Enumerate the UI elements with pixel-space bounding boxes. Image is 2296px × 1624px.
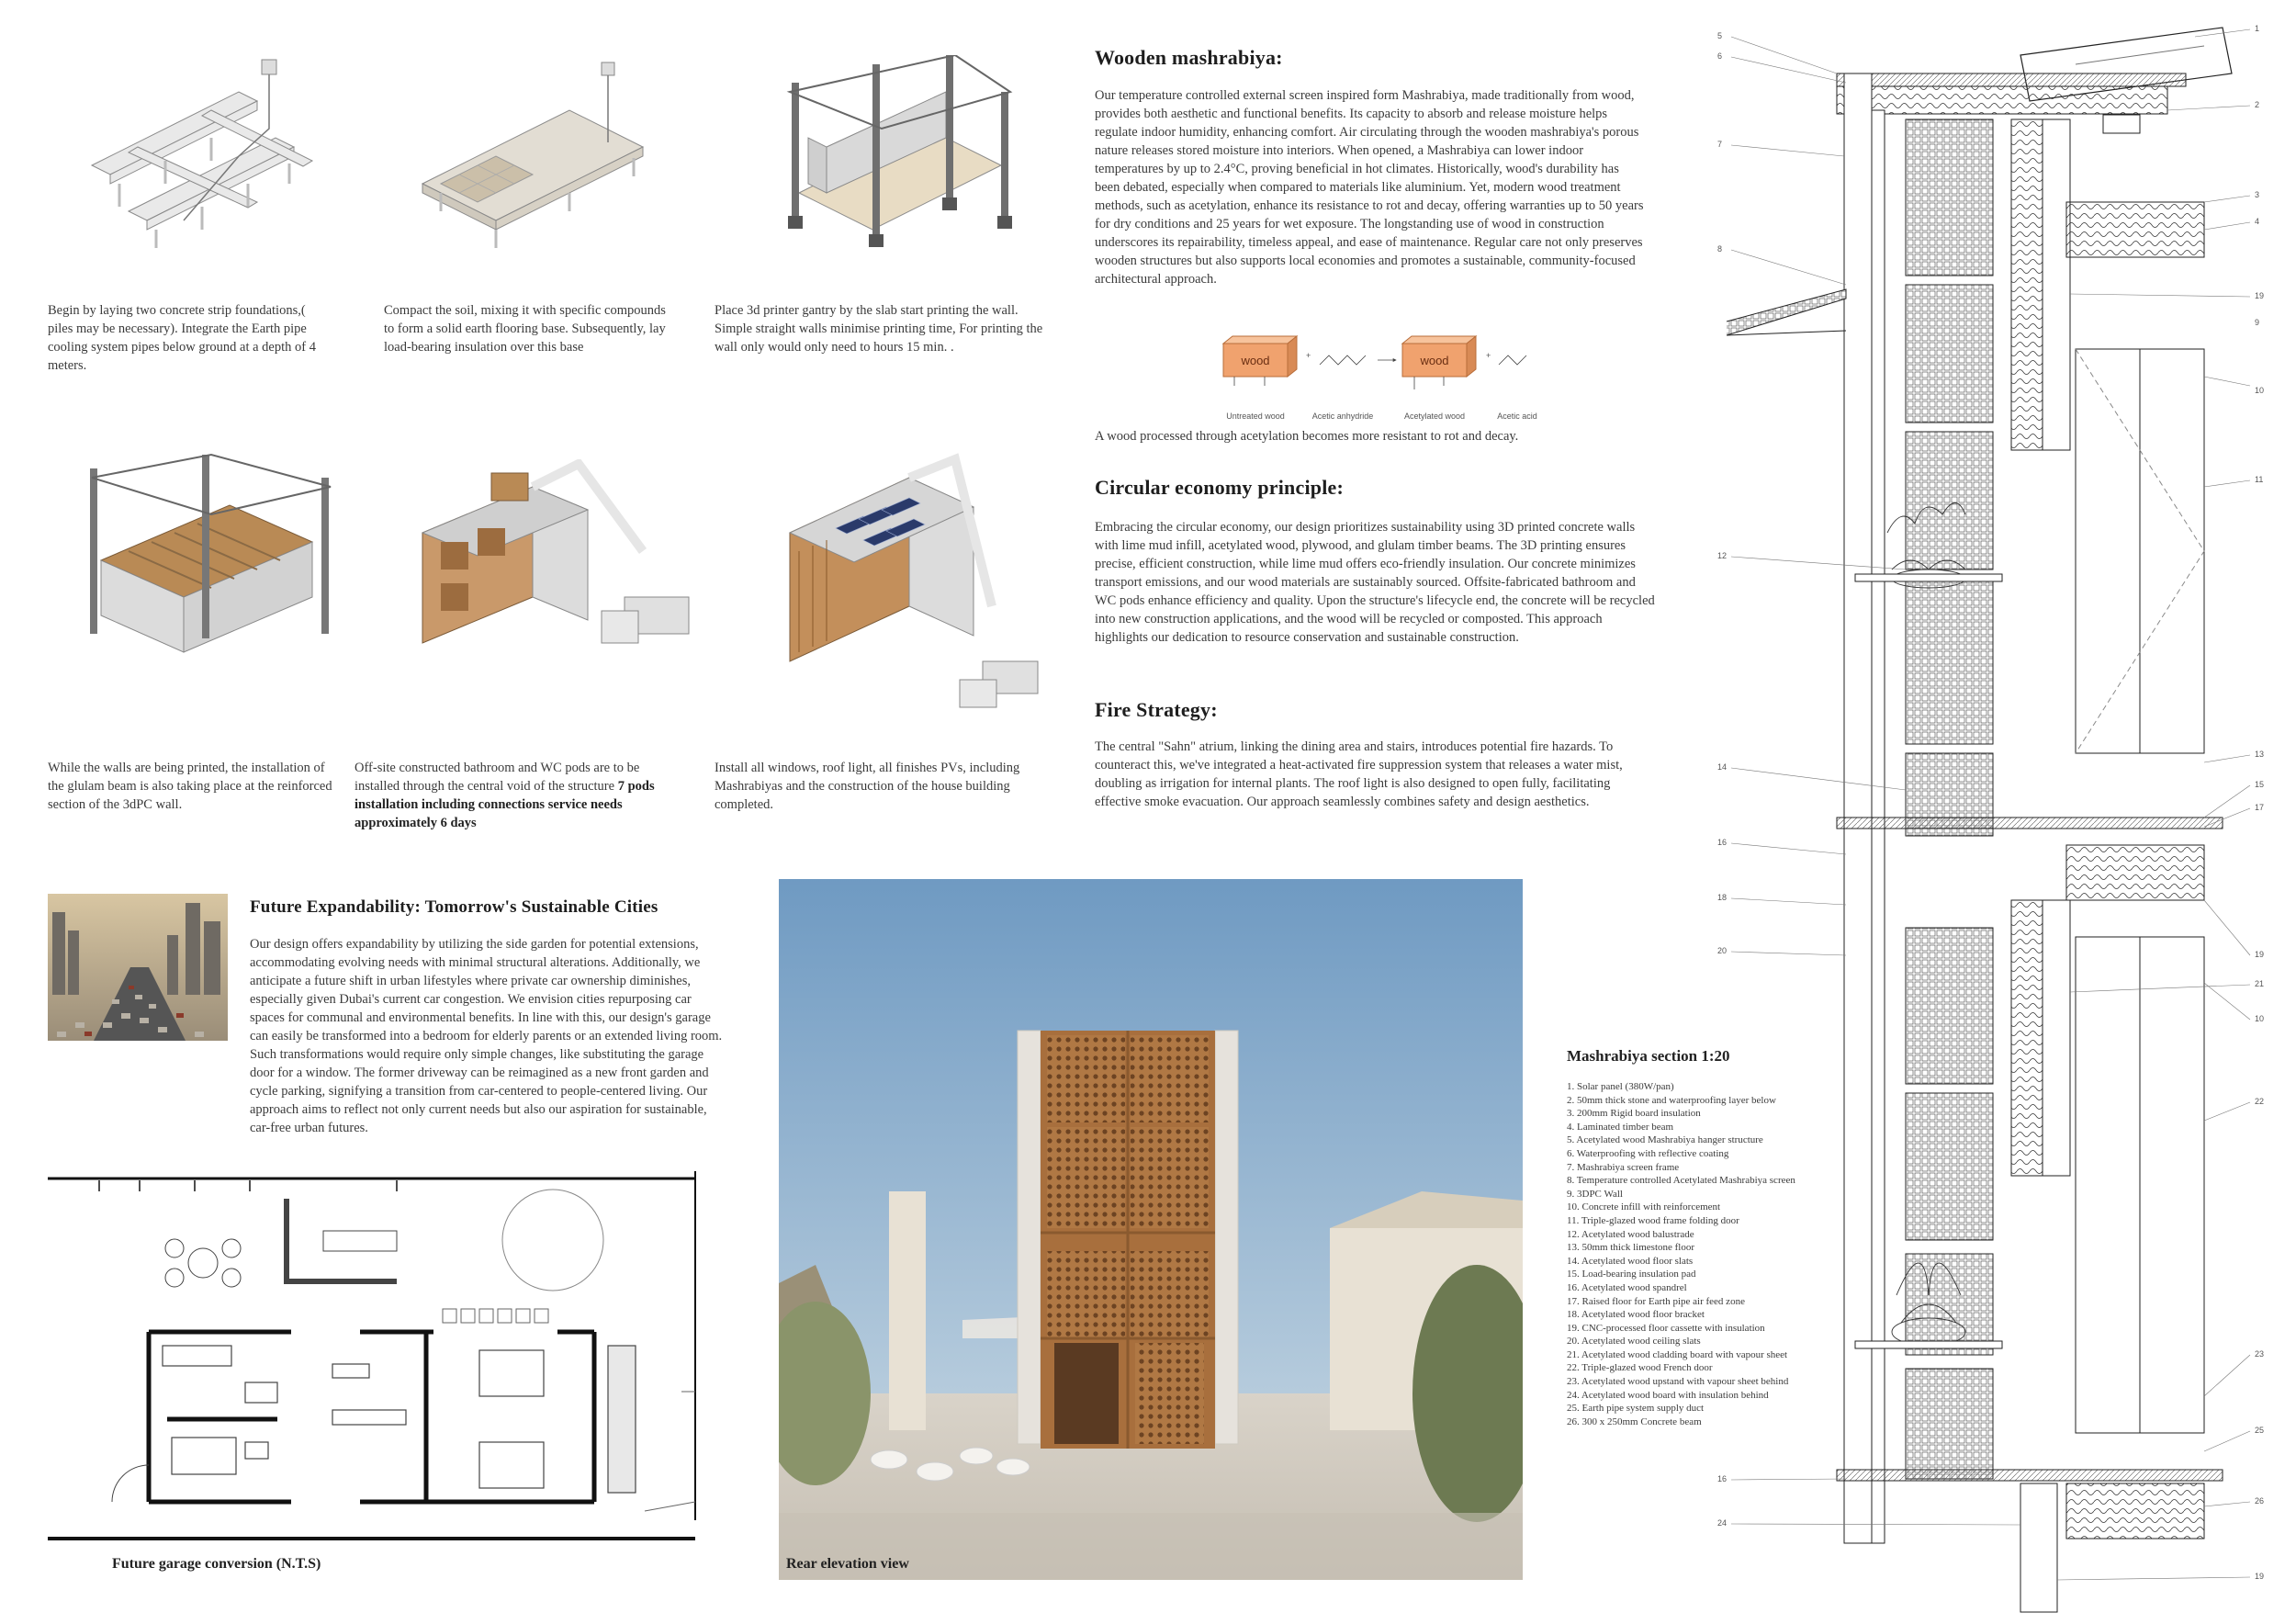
tag: 20 [1717,946,1728,955]
render-caption: Rear elevation view [786,1556,909,1572]
tag: 5 [1717,31,1723,40]
circular-title: Circular economy principle: [1095,476,1345,499]
legend-item: 6. Waterproofing with reflective coating [1567,1147,1729,1159]
section-title: Mashrabiya section 1:20 [1567,1047,1730,1065]
untreated-wood-label: wood [1241,354,1270,367]
label-acetic-acid: Acetic acid [1497,412,1537,421]
tag: 1 [2255,24,2260,33]
tag: 4 [2255,217,2260,226]
tag: 14 [1717,762,1728,772]
fire-body: The central "Sahn" atrium, linking the dining area and stairs, introduces potential fire hazards. To counteract this, we've integrated a heat-activated fire suppression system that releases a water mist, doubling as irrigation for internal plants. The roof light is also designed to open fully, facilitating effective smoke evacuation. Our approach seamlessly combines safety and design aesthetics. [1095,739,1623,809]
label-acetic-anhydride: Acetic anhydride [1311,412,1374,421]
label-acetylated-wood: Acetylated wood [1403,412,1466,421]
legend-item: 14. Acetylated wood floor slats [1567,1255,1694,1267]
step5-caption-text: Off-site constructed bathroom and WC pods are to be installed through the central void of the structure [355,761,640,794]
tag: 19 [2255,1572,2265,1581]
mashrabiya-title: Wooden mashrabiya: [1095,46,1283,69]
step5-caption [355,759,676,832]
fire-title: Fire Strategy: [1095,698,1218,721]
tag: 17 [2255,803,2265,812]
step5-caption-bold: 7 pods installation including connections service needs approximately 6 days [355,779,655,830]
step6-caption: Install all windows, roof light, all finishes PVs, including Mashrabiyas and the construction of the house building completed. [715,761,1020,812]
legend-item: 8. Temperature controlled Acetylated Mashrabiya screen [1567,1175,1795,1187]
tag: 24 [1717,1518,1728,1528]
legend-item: 26. 300 x 250mm Concrete beam [1567,1415,1702,1427]
tag: 3 [2255,190,2260,199]
tag: 8 [1717,244,1723,254]
tag: 16 [1717,838,1728,847]
legend-item: 25. Earth pipe system supply duct [1567,1403,1705,1415]
tag: 26 [2255,1496,2265,1506]
tag: 22 [2255,1097,2265,1106]
svg-text:+: + [1306,351,1311,360]
step6-finishes-pv-diagram [771,450,1047,744]
mashrabiya-section-drawing [1708,18,2278,1617]
garage-conversion-plan [48,1171,700,1548]
legend-item: 21. Acetylated wood cladding board with vapour sheet [1567,1348,1788,1360]
tag: 19 [2255,291,2265,300]
tag: 18 [1717,893,1728,902]
tag: 10 [2255,386,2265,395]
step4-caption: While the walls are being printed, the installation of the glulam beam is also taking place at the reinforced section of the 3dPC wall. [48,761,332,812]
legend-item: 17. Raised floor for Earth pipe air feed zone [1567,1295,1745,1307]
legend-item: 3. 200mm Rigid board insulation [1567,1108,1701,1120]
label-untreated-wood: Untreated wood [1226,412,1285,421]
step3-printer-gantry-diagram [771,55,1029,276]
tag: 25 [2255,1426,2265,1435]
legend-item: 12. Acetylated wood balustrade [1567,1228,1694,1240]
tag: 2 [2255,100,2260,109]
tag: 10 [2255,1014,2265,1023]
legend-item: 10. Concrete infill with reinforcement [1567,1201,1721,1213]
tag: 7 [1717,140,1723,149]
legend-item: 5. Acetylated wood Mashrabiya hanger structure [1567,1134,1763,1146]
legend-item: 9. 3DPC Wall [1567,1188,1623,1200]
legend-item: 13. 50mm thick limestone floor [1567,1242,1695,1254]
tag: 15 [2255,780,2265,789]
step3-caption: Place 3d printer gantry by the slab start printing the wall. Simple straight walls minimise printing time, For printing the wall only would only need to hours 15 min. . [715,303,1043,355]
step2-earth-floor-diagram [404,55,661,257]
legend-item: 1. Solar panel (380W/pan) [1567,1081,1674,1092]
circular-body: Embracing the circular economy, our design prioritizes sustainability using 3D printed concrete walls with lime mud infill, acetylated wood, plywood, and glulam timber beams. The 3D printing ensures precise, efficient construction, while lime mud offers eco-friendly insulation. Our concrete minimizes transport emissions, and our wood materials are sustainably sourced. Offsite-fabricated bathroom and WC pods enhance efficiency and quality. Upon the structure's lifecycle end, the concrete will be recycled into new construction applications, and the wood will be recycled or composted. This approach highlights our dedication to resource conservation and sustainable construction. [1095,520,1655,645]
step1-foundation-diagram [73,55,331,257]
legend-item: 7. Mashrabiya screen frame [1567,1161,1680,1173]
legend-item: 22. Triple-glazed wood French door [1567,1362,1713,1374]
future-title: Future Expandability: Tomorrow's Sustainable Cities [250,897,658,917]
tag: 13 [2255,750,2265,759]
tag: 23 [2255,1349,2265,1359]
tag: 9 [2255,318,2260,327]
tag: 11 [2255,475,2264,484]
legend-item: 19. CNC-processed floor cassette with insulation [1567,1322,1765,1334]
legend-item: 18. Acetylated wood floor bracket [1567,1309,1705,1321]
legend-item: 16. Acetylated wood spandrel [1567,1281,1687,1293]
step4-glulam-beams-diagram [73,450,349,661]
legend-item: 15. Load-bearing insulation pad [1567,1269,1696,1280]
tag: 21 [2255,979,2265,988]
legend-item: 24. Acetylated wood board with insulation behind [1567,1389,1769,1401]
legend-item: 23. Acetylated wood upstand with vapour sheet behind [1567,1376,1789,1388]
city-traffic-photo [48,894,228,1041]
tag: 6 [1717,51,1723,61]
legend-item: 20. Acetylated wood ceiling slats [1567,1336,1701,1348]
future-body: Our design offers expandability by utilizing the side garden for potential extensions, accommodating evolving needs with minimal structural alterations. Additionally, we anticipate a future shift in urban lifestyles where private car ownership diminishes, especially given Dubai's current car congestion. We envision cities repurposing car spaces for communal and environmental benefits. In line with this, our design's garage can easily be transformed into a bedroom for elderly parents or an extended living room. Such transformations would require only simple changes, like substituting the garage door for a window. The former driveway can be reimagined as a new front garden and cycle parking, signifying a transition from car-centered to people-centered living. Our approach aims to reflect not only current needs but also our aspiration for sustainable, car-free urban futures. [250,937,723,1135]
legend-item: 11. Triple-glazed wood frame folding door [1567,1214,1739,1226]
tag: 19 [2255,950,2265,959]
acetylation-caption: A wood processed through acetylation becomes more resistant to rot and decay. [1095,429,1519,444]
mashrabiya-body: Our temperature controlled external screen inspired form Mashrabiya, made traditionally from wood, provides both aesthetic and functional benefits. Its capacity to absorb and release moisture helps regulate indoor humidity, enhancing comfort. Air circulating through the wooden mashrabiya's porous nature releases stored moisture into interiors. When opened, a Mashrabiya can lower indoor temperatures by up to 2.4°C, proving beneficial in hot climates. Historically, wood's durability has been debated, especially when compared to materials like aluminium. Yet, modern wood treatment methods, such as acetylation, enhance its resistance to rot and decay, offering warranties up to 50 years for dry conditions and 25 years for wet exposure. The longstanding use of wood in construction underscores its repairability, timeless appeal, and ease of maintenance. Regular care not only preserves wooden structures but also supports local economies and promotes a sustainable, community-focused architectural approach. [1095,88,1644,287]
tag: 12 [1717,551,1728,560]
tag: 16 [1717,1474,1728,1483]
step5-bathroom-pods-diagram [404,459,698,671]
step2-caption: Compact the soil, mixing it with specific compounds to form a solid earth flooring base. Subsequently, lay load-bearing insulation over this base [384,303,666,355]
legend-item: 2. 50mm thick stone and waterproofing layer below [1567,1094,1776,1106]
acetylation-diagram [1214,333,1572,424]
acetylated-wood-label: wood [1420,354,1449,367]
step1-caption: Begin by laying two concrete strip foundations,( piles may be necessary). Integrate the Earth pipe cooling system pipes below ground at a depth of 4 meters. [48,303,316,373]
legend-item: 4. Laminated timber beam [1567,1121,1674,1133]
svg-text:+: + [1486,351,1491,360]
rear-elevation-render [779,879,1523,1580]
plan-caption: Future garage conversion (N.T.S) [112,1556,321,1572]
